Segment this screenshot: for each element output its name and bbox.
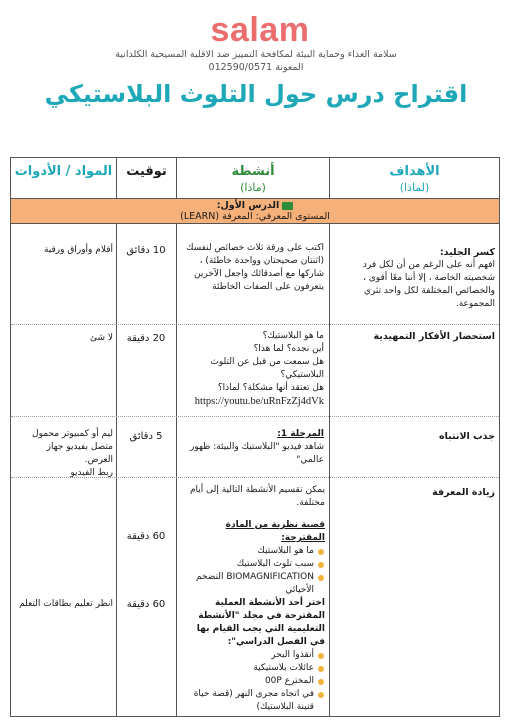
activity-icebreaker: اكتب على ورقة ثلاث خصائص لنفسك (اثنتان صحيحتان وواحدة خاطئة) ، شاركها مع أصدقائك واجعل الآخرين يتعرفون على الصفات الخاطئة (186, 243, 324, 292)
objective-knowledge: زيادة المعرفة (432, 487, 495, 498)
list-item: سبب تلوث البلاستيك (179, 558, 325, 571)
row-divider (11, 416, 499, 417)
page-header (0, 0, 512, 150)
activity-knowledge: يمكن تقسيم الأنشطة التالية إلى أيام مختلفة. قضية نظرية من المادة المقترحة: ما هو البلاستيك سبب تلوث البلاستيك BIOMAGNIFICATION التضخم الأحيائي اختر أحد الأنشطة العملية المقترحة في مجلد "الأنشطة التعليمية التي يجب القيام بها في الفصل الدراسي": أنقذوا البحر عائلات بلاستيكية المخترع 00P في اتجاه مجرى النهر (قصة حياة قنينة البلاستيك) (179, 484, 325, 714)
time-preliminary-ideas: 20 دقيقة (126, 333, 166, 344)
page-title: اقتراح درس حول التلوث البلاستيكي (44, 80, 468, 108)
list-item: أنقذوا البحر (179, 649, 325, 662)
list-item: BIOMAGNIFICATION التضخم الأحيائي (179, 571, 325, 597)
header-timing: توقيت (116, 158, 176, 198)
practical-list (179, 649, 325, 714)
header-objectives: الأهداف (لماذا) (329, 158, 499, 198)
objective-attention: جذب الانتباه (438, 431, 495, 442)
objective-preliminary-ideas: استحضار الأفكار التمهيدية (373, 331, 495, 342)
list-item: عائلات بلاستيكية (179, 662, 325, 675)
lesson-header: الدرس الأول: المستوى المعرفي: المعرفة (LEARN) (11, 198, 499, 224)
theory-list (179, 545, 325, 597)
organization-name: سلامة الغذاء وحماية البيئة لمكافحة التمييز ضد الاقلية المسيحية الكلدانية (115, 49, 397, 60)
header-materials: المواد / الأدوات (14, 164, 113, 179)
column-divider (176, 224, 177, 716)
time-attention: 5 دقائق (129, 431, 163, 442)
time-practical: 60 دقيقة (126, 599, 166, 610)
materials-icebreaker: أقلام وأوراق ورقية (43, 245, 113, 255)
registration-number: المعونة 012590/0571 (208, 62, 304, 73)
list-item: في اتجاه مجرى النهر (قصة حياة قنينة البلاستيك) (179, 688, 325, 714)
lesson-plan-table (10, 157, 500, 717)
video-link[interactable]: https://youtu.be/uRnFzZj4dVk (194, 396, 324, 407)
list-item: ما هو البلاستيك (179, 545, 325, 558)
column-divider (329, 224, 330, 716)
activity-attention: المرحلة 1: شاهد فيديو "البلاستيك والبيئة: ظهور عالمي" (189, 429, 324, 465)
activity-preliminary-ideas: ما هو البلاستيك؟ أين نجده؟ لما هذا؟ هل سمعت من قبل عن التلوث البلاستيكي؟ هل تعتقد أنها مشكلة؟ لماذا؟ https://youtu.be/uRnFzZj4dVk (181, 330, 324, 408)
materials-preliminary-ideas: لا شئ (89, 333, 113, 343)
salam-logo: salam (210, 11, 310, 49)
materials-attention: ليم أو كمبيوتر محمول متصل بفيديو جهاز العرض. ربط الفيديو (32, 429, 113, 478)
objective-icebreaker: كسر الجليد: افهم أنه على الرغم من أن لكل فرد شخصيته الخاصة ، إلا أننا معًا أقوى ، والخصائص المختلفة لكل واحد تثري المجموعة. (362, 247, 495, 309)
column-divider (116, 224, 117, 716)
row-divider (11, 324, 499, 325)
materials-knowledge: انظر تعليم بطاقات التعلم (19, 599, 113, 609)
list-item: المخترع 00P (179, 675, 325, 688)
header-activities: أنشطة (ماذا) (176, 158, 329, 198)
time-icebreaker: 10 دقائق (126, 245, 166, 256)
book-icon (282, 202, 293, 210)
time-theory: 60 دقيقة (126, 531, 166, 542)
